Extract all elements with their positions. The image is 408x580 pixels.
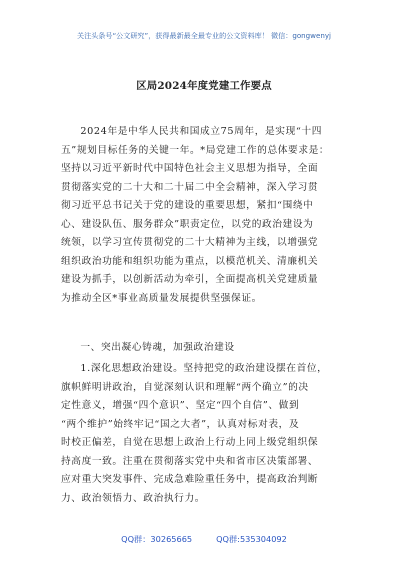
paragraph-intro <box>61 123 351 308</box>
paragraph-line: 旗帜鲜明讲政治，自觉深刻认识和理解“两个确立”的决 <box>61 381 309 393</box>
paragraph-line: 贯彻落实党的二十大和二十届二中全会精神，深入学习贯 <box>61 181 319 193</box>
paragraph-line: 定性意义，增强“四个意识”、坚定“四个自信”、做到 <box>61 400 300 411</box>
paragraph-line: 五”规划目标任务的关键一年。*局党建工作的总体要求是： <box>61 144 330 156</box>
section-heading-text: 一、突出凝心铸魂，加强政治建设 <box>80 342 235 353</box>
section-heading <box>61 339 351 358</box>
header-promo-text: 关注头条号“公文研究”，获得最新最全最专业的公文资料库！ 微信：gongwenyj <box>77 31 331 40</box>
footer-qq-group-2: QQ群:535304092 <box>216 534 287 544</box>
paragraph-line: 持高度一致。注重在贯彻落实党中央和省市区决策部署、 <box>61 455 319 467</box>
paragraph-line: 心、建设队伍、服务群众”职责定位，以党的政治建设为 <box>61 218 314 230</box>
paragraph-line: 力、政治领悟力、政治执行力。 <box>61 492 206 504</box>
paragraph-line: 为推动全区*事业高质量发展提供坚强保证。 <box>61 292 262 304</box>
paragraph-line: 统领，以学习宣传贯彻党的二十大精神为主线，以增强党 <box>61 237 319 248</box>
document-title: 区局2024年度党建工作要点 <box>136 80 272 92</box>
paragraph-line: 1.深化思想政治建设。坚持把党的政治建设摆在首位， <box>80 363 328 374</box>
paragraph-line: 建设为抓手，以创新活动为牵引，全面提高机关党建质量 <box>61 274 319 285</box>
header-promo-note <box>0 31 408 41</box>
footer-contact <box>0 534 408 545</box>
footer-qq-group-1: QQ群：30265665 <box>121 534 193 544</box>
paragraph-line: 2024年是中华人民共和国成立75周年，是实现“十四 <box>80 126 322 137</box>
paragraph-line: 坚持以习近平新时代中国特色社会主义思想为指导，全面 <box>61 163 319 174</box>
paragraph-line: 组织政治功能和组织功能为重点，以模范机关、清廉机关 <box>61 255 319 267</box>
paragraph-line: 应对重大突发事件、完成急难险重任务中，提高政治判断 <box>61 474 319 485</box>
paragraph-line: 时校正偏差，自觉在思想上政治上行动上同上级党组织保 <box>61 437 319 448</box>
paragraph-political-building <box>61 360 351 508</box>
paragraph-line: “两个维护”始终牢记“国之大者”，认真对标对表，及 <box>61 418 300 430</box>
paragraph-line: 彻习近平总书记关于党的建设的重要思想，紧扣“围绕中 <box>61 200 314 211</box>
